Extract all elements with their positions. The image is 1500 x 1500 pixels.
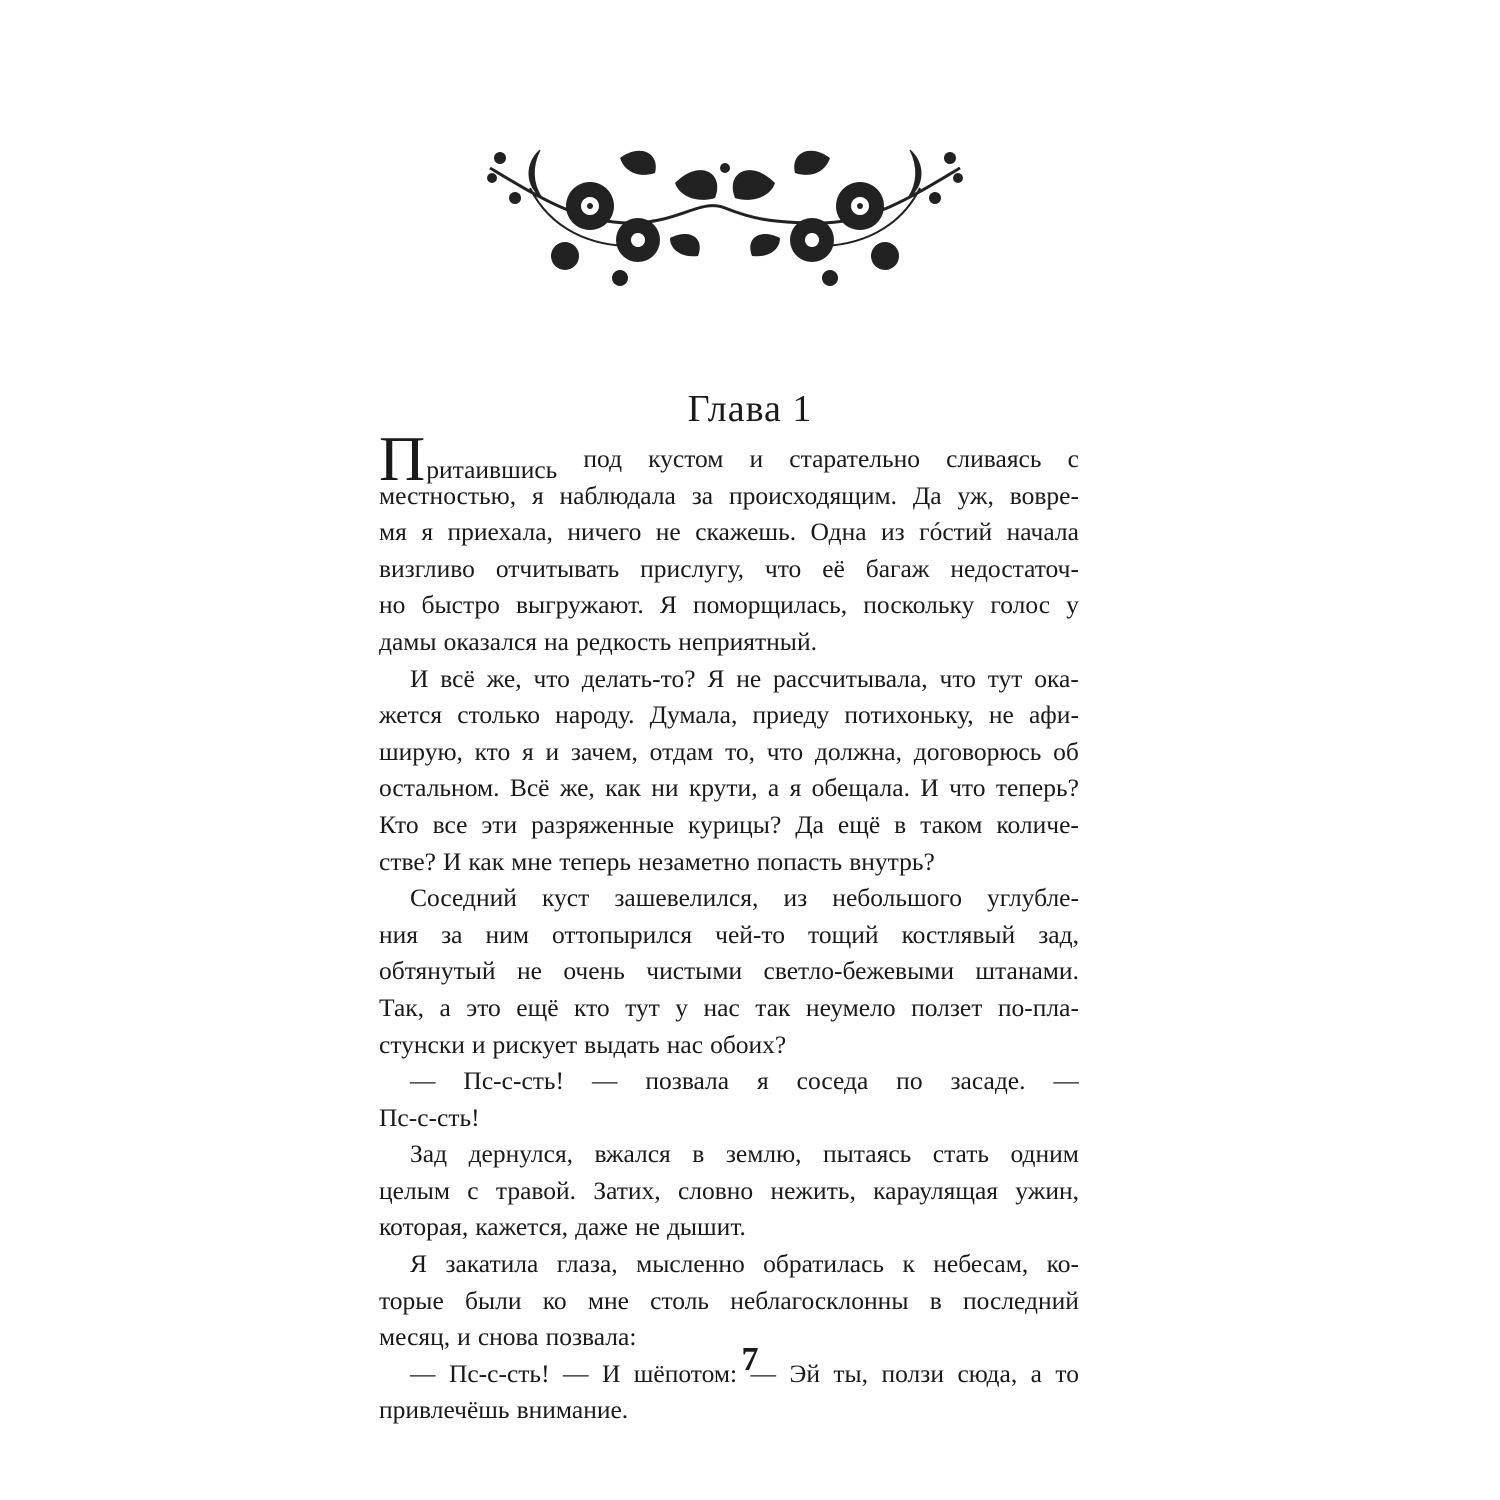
body-text <box>379 423 1079 1429</box>
text-line: но быстро выгружают. Я поморщилась, поскольку голос у <box>379 590 1079 620</box>
text-line: ния за ним оттопырился чей-то тощий костлявый зад, <box>379 919 1079 949</box>
text-line: привлечёшь внимание. <box>379 1395 629 1425</box>
text-line: визгливо отчитывать прислугу, что её багаж недостаточ- <box>379 553 1079 583</box>
text-line: месяц, и снова позвала: <box>379 1322 637 1352</box>
text-line: дамы оказался на редкость неприятный. <box>379 626 817 656</box>
text-line: остальном. Всё же, как ни крути, а я обещала. И что теперь? <box>379 773 1079 803</box>
text-line: стве? И как мне теперь незаметно попасть внутрь? <box>379 846 935 876</box>
drop-cap: П <box>379 423 426 494</box>
text-line: целым с травой. Затих, словно нежить, караулящая ужин, <box>379 1175 1079 1205</box>
text-line: которая, кажется, даже не дышит. <box>379 1212 746 1242</box>
page-number: 7 <box>741 1341 759 1378</box>
chapter-title: Глава 1 <box>687 388 813 430</box>
text-line: Пс-с-сть! <box>379 1102 480 1132</box>
text-line: Я закатила глаза, мысленно обратилась к небесам, ко- <box>410 1249 1079 1279</box>
text-line: Притаившись под кустом и старательно сливаясь с <box>379 423 1079 494</box>
text-line: — Пс-с-сть! — И шёпотом: — Эй ты, ползи сюда, а то <box>410 1358 1079 1388</box>
floral-ornament <box>470 128 980 296</box>
text-line: Так, а это ещё кто тут у нас так неумело ползет по-пла- <box>379 992 1079 1022</box>
text-line: Кто все эти разряженные курицы? Да ещё в таком количе- <box>379 809 1079 839</box>
text-line: — Пс-с-сть! — позвала я соседа по засаде. — <box>410 1066 1079 1096</box>
text-line: местностью, я наблюдала за происходящим. Да уж, вовре- <box>379 480 1079 510</box>
text-line: Зад дернулся, вжался в землю, пытаясь стать одним <box>410 1139 1079 1169</box>
text-line: И всё же, что делать-то? Я не рассчитывала, что тут ока- <box>410 663 1079 693</box>
text-line: стунски и рискует выдать нас обоих? <box>379 1029 787 1059</box>
text-line: жется столько народу. Думала, приеду потихоньку, не афи- <box>379 700 1079 730</box>
text-line: мя я приехала, ничего не скажешь. Одна из гóстий начала <box>379 517 1079 547</box>
text-line: обтянутый не очень чистыми светло-бежевыми штанами. <box>379 956 1079 986</box>
text-line: Соседний куст зашевелился, из небольшого углубле- <box>410 883 1079 913</box>
text-line: торые были ко мне столь неблагосклонны в последний <box>379 1285 1079 1315</box>
text-line: ширую, кто я и зачем, отдам то, что должна, договорюсь об <box>379 736 1079 766</box>
